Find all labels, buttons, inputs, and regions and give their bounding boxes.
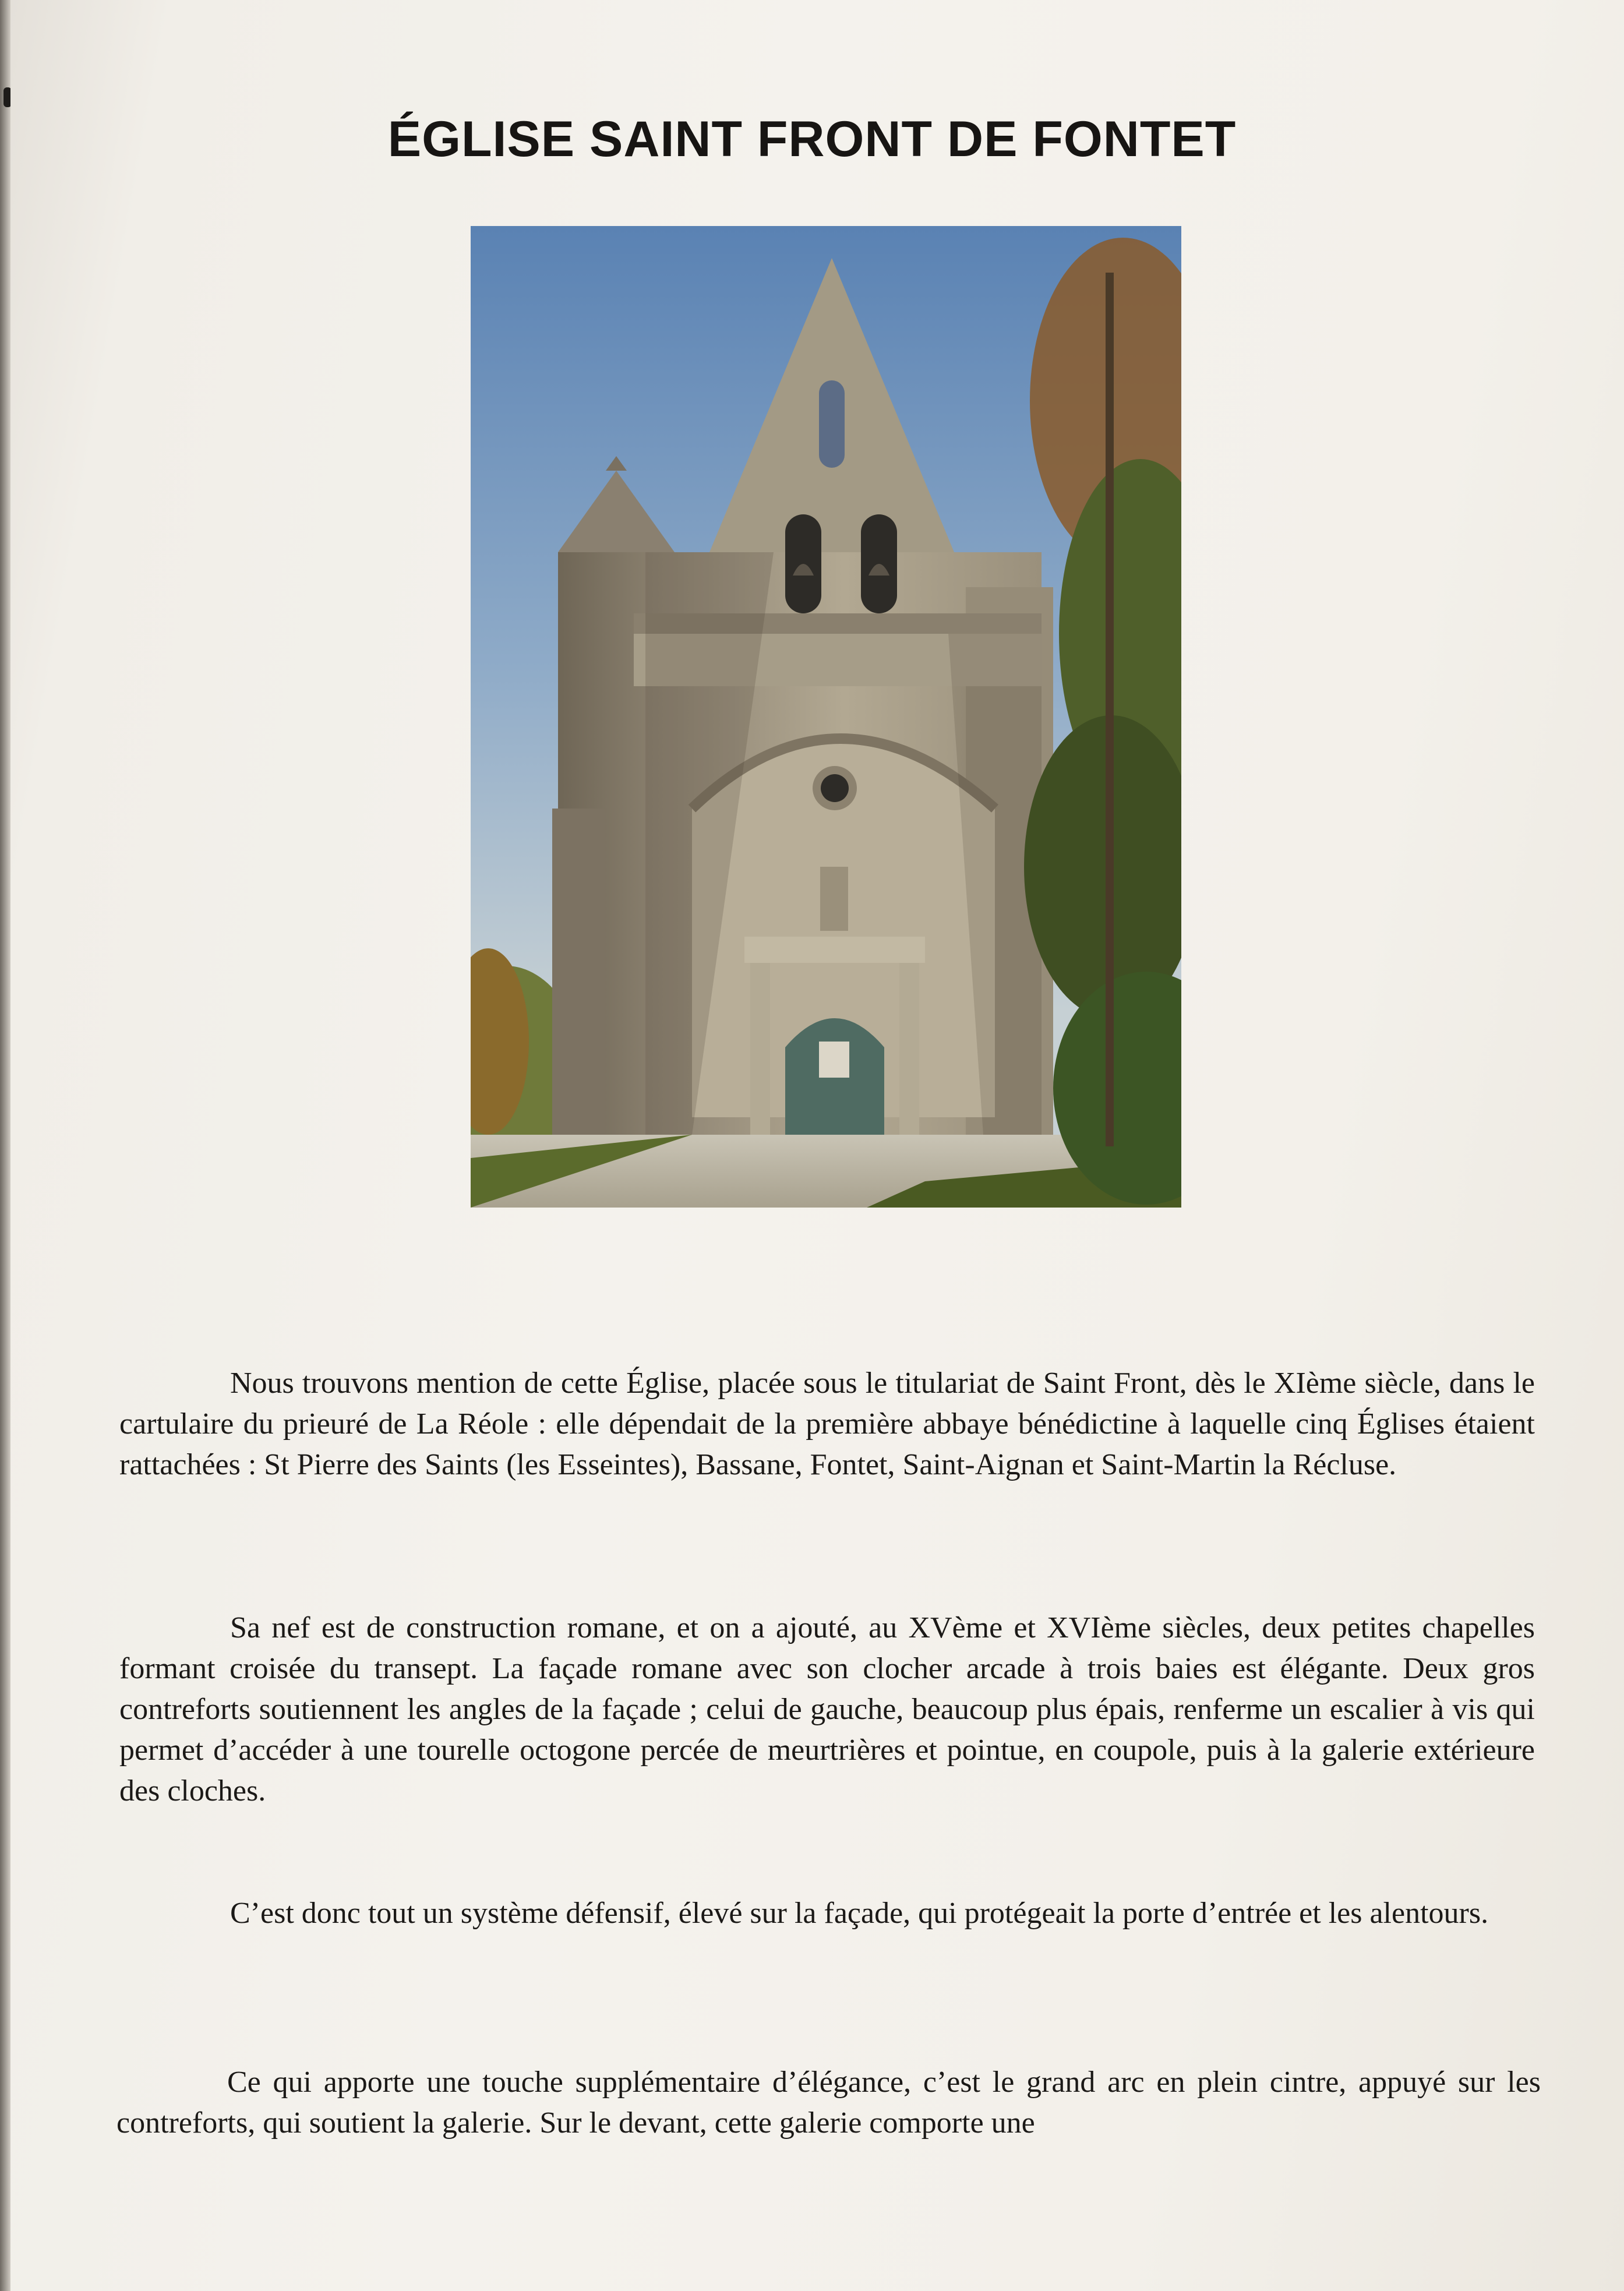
paragraph-4-text: Ce qui apporte une touche supplémentaire d’élégance, c’est le grand arc en plein cintre, appuyé sur les contreforts, qui soutient la galerie. Sur le devant, cette galerie comporte une (116, 2066, 1541, 2140)
paragraph-4 (116, 2062, 1541, 2144)
paragraph-3-text: C’est donc tout un système défensif, élevé sur la façade, qui protégeait la porte d’entrée et les alentours. (230, 1897, 1489, 1930)
paragraph-1-text: Nous trouvons mention de cette Église, placée sous le titulariat de Saint Front, dès le XIème siècle, dans le cartulaire du prieuré de La Réole : elle dépendait de la première abbaye bénédictine à laquelle cinq Églises étaient rattachées : St Pierre des Saints (les Esseintes), Bassane, Fontet, Saint-Aignan et Saint-Martin la Récluse. (119, 1367, 1535, 1481)
paragraph-1 (119, 1363, 1535, 1485)
church-facade-photo (471, 226, 1181, 1208)
page-title: ÉGLISE SAINT FRONT DE FONTET (387, 111, 1237, 167)
paragraph-2 (119, 1608, 1535, 1812)
page-left-edge (0, 0, 10, 2291)
paragraph-2-text: Sa nef est de construction romane, et on a ajouté, au XVème et XVIème siècles, deux petites chapelles formant croisée du transept. La façade romane avec son clocher arcade à trois baies est élégante. Deux gros contreforts soutiennent les angles de la façade ; celui de gauche, beaucoup plus épais, renferme un escalier à vis qui permet d’accéder à une tourelle octogone percée de meurtrières et pointue, en coupole, puis à la galerie extérieure des cloches. (119, 1611, 1535, 1808)
paragraph-3 (119, 1893, 1535, 1934)
